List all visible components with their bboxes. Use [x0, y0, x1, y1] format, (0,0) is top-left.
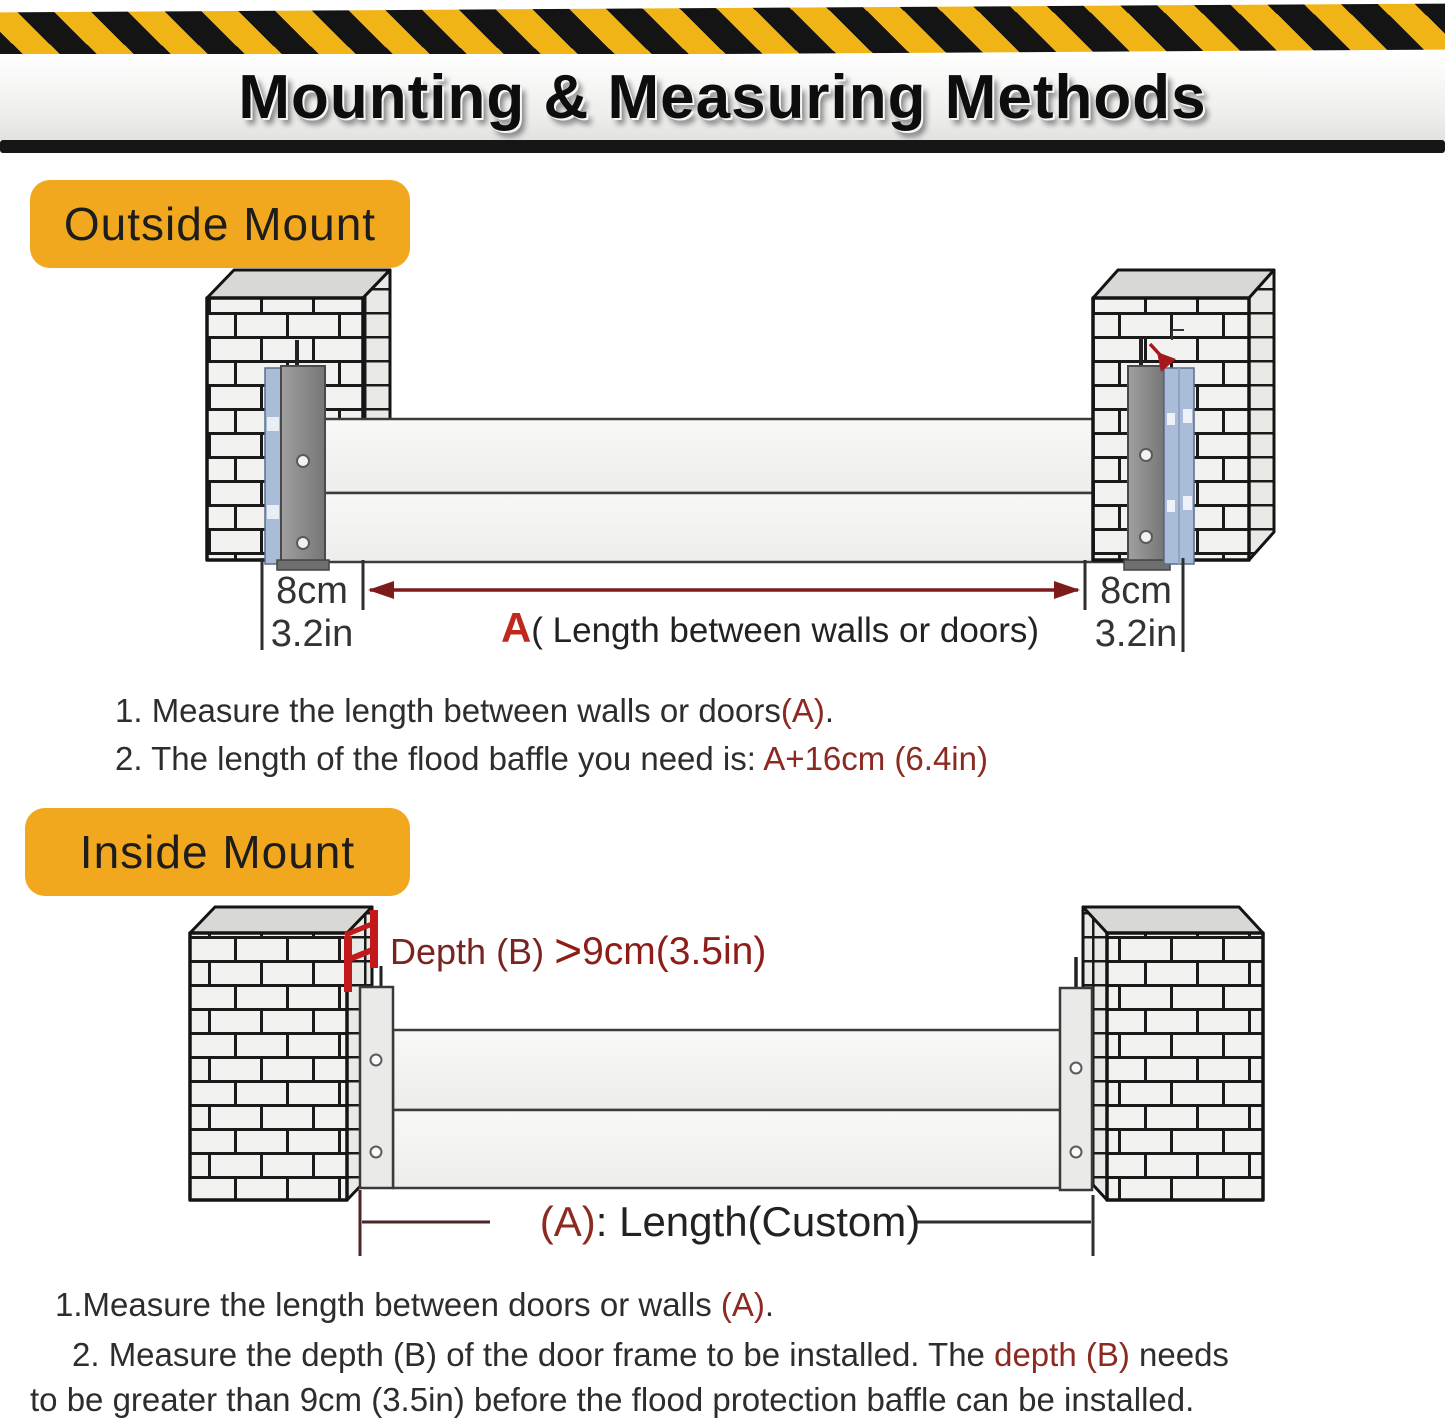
inside-mount-label: Inside Mount [79, 826, 356, 878]
length-a-label: A( Length between walls or doors) [500, 604, 1040, 651]
a-letter: A [500, 604, 532, 651]
right-dimension-label: 8cm 3.2in [1094, 570, 1178, 655]
hazard-stripe-band [0, 4, 1445, 59]
header-divider-bar [0, 140, 1445, 153]
length-custom-label: (A): Length(Custom) [539, 1198, 921, 1245]
flood-barrier-panels [313, 419, 1132, 562]
left-channel-rail [265, 368, 281, 564]
right-channel-rail [1164, 368, 1194, 564]
outside-step-2: 2. The length of the flood baffle you need is: A+16cm (6.4in) [115, 740, 988, 777]
outside-step-1: 1. Measure the length between walls or doors(A). [115, 692, 835, 729]
right-brick-pillar-2 [1083, 907, 1263, 1200]
left-mount-bracket [277, 340, 329, 570]
right-mount-bracket [1124, 338, 1170, 570]
depth-b-label: Depth (B) >9cm(3.5in) [390, 925, 767, 978]
left-dimension-label: 8cm 3.2in [270, 570, 354, 655]
inside-step-1: 1.Measure the length between doors or walls (A). [55, 1286, 775, 1323]
left-inside-bracket [360, 966, 393, 1188]
flood-barrier-panels-2 [393, 1030, 1075, 1188]
page-title: Mounting & Measuring Methods [238, 62, 1207, 132]
outside-mount-label: Outside Mount [63, 198, 377, 250]
dimension-arrow [368, 581, 1080, 599]
title-band [0, 54, 1445, 140]
right-inside-bracket [1060, 957, 1092, 1190]
inside-mount-badge [25, 808, 410, 896]
inside-step-2: 2. Measure the depth (B) of the door frame to be installed. The depth (B) needs to be greater than 9cm (3.5in) before the flood protection baffle can be installed. [30, 1336, 1229, 1418]
